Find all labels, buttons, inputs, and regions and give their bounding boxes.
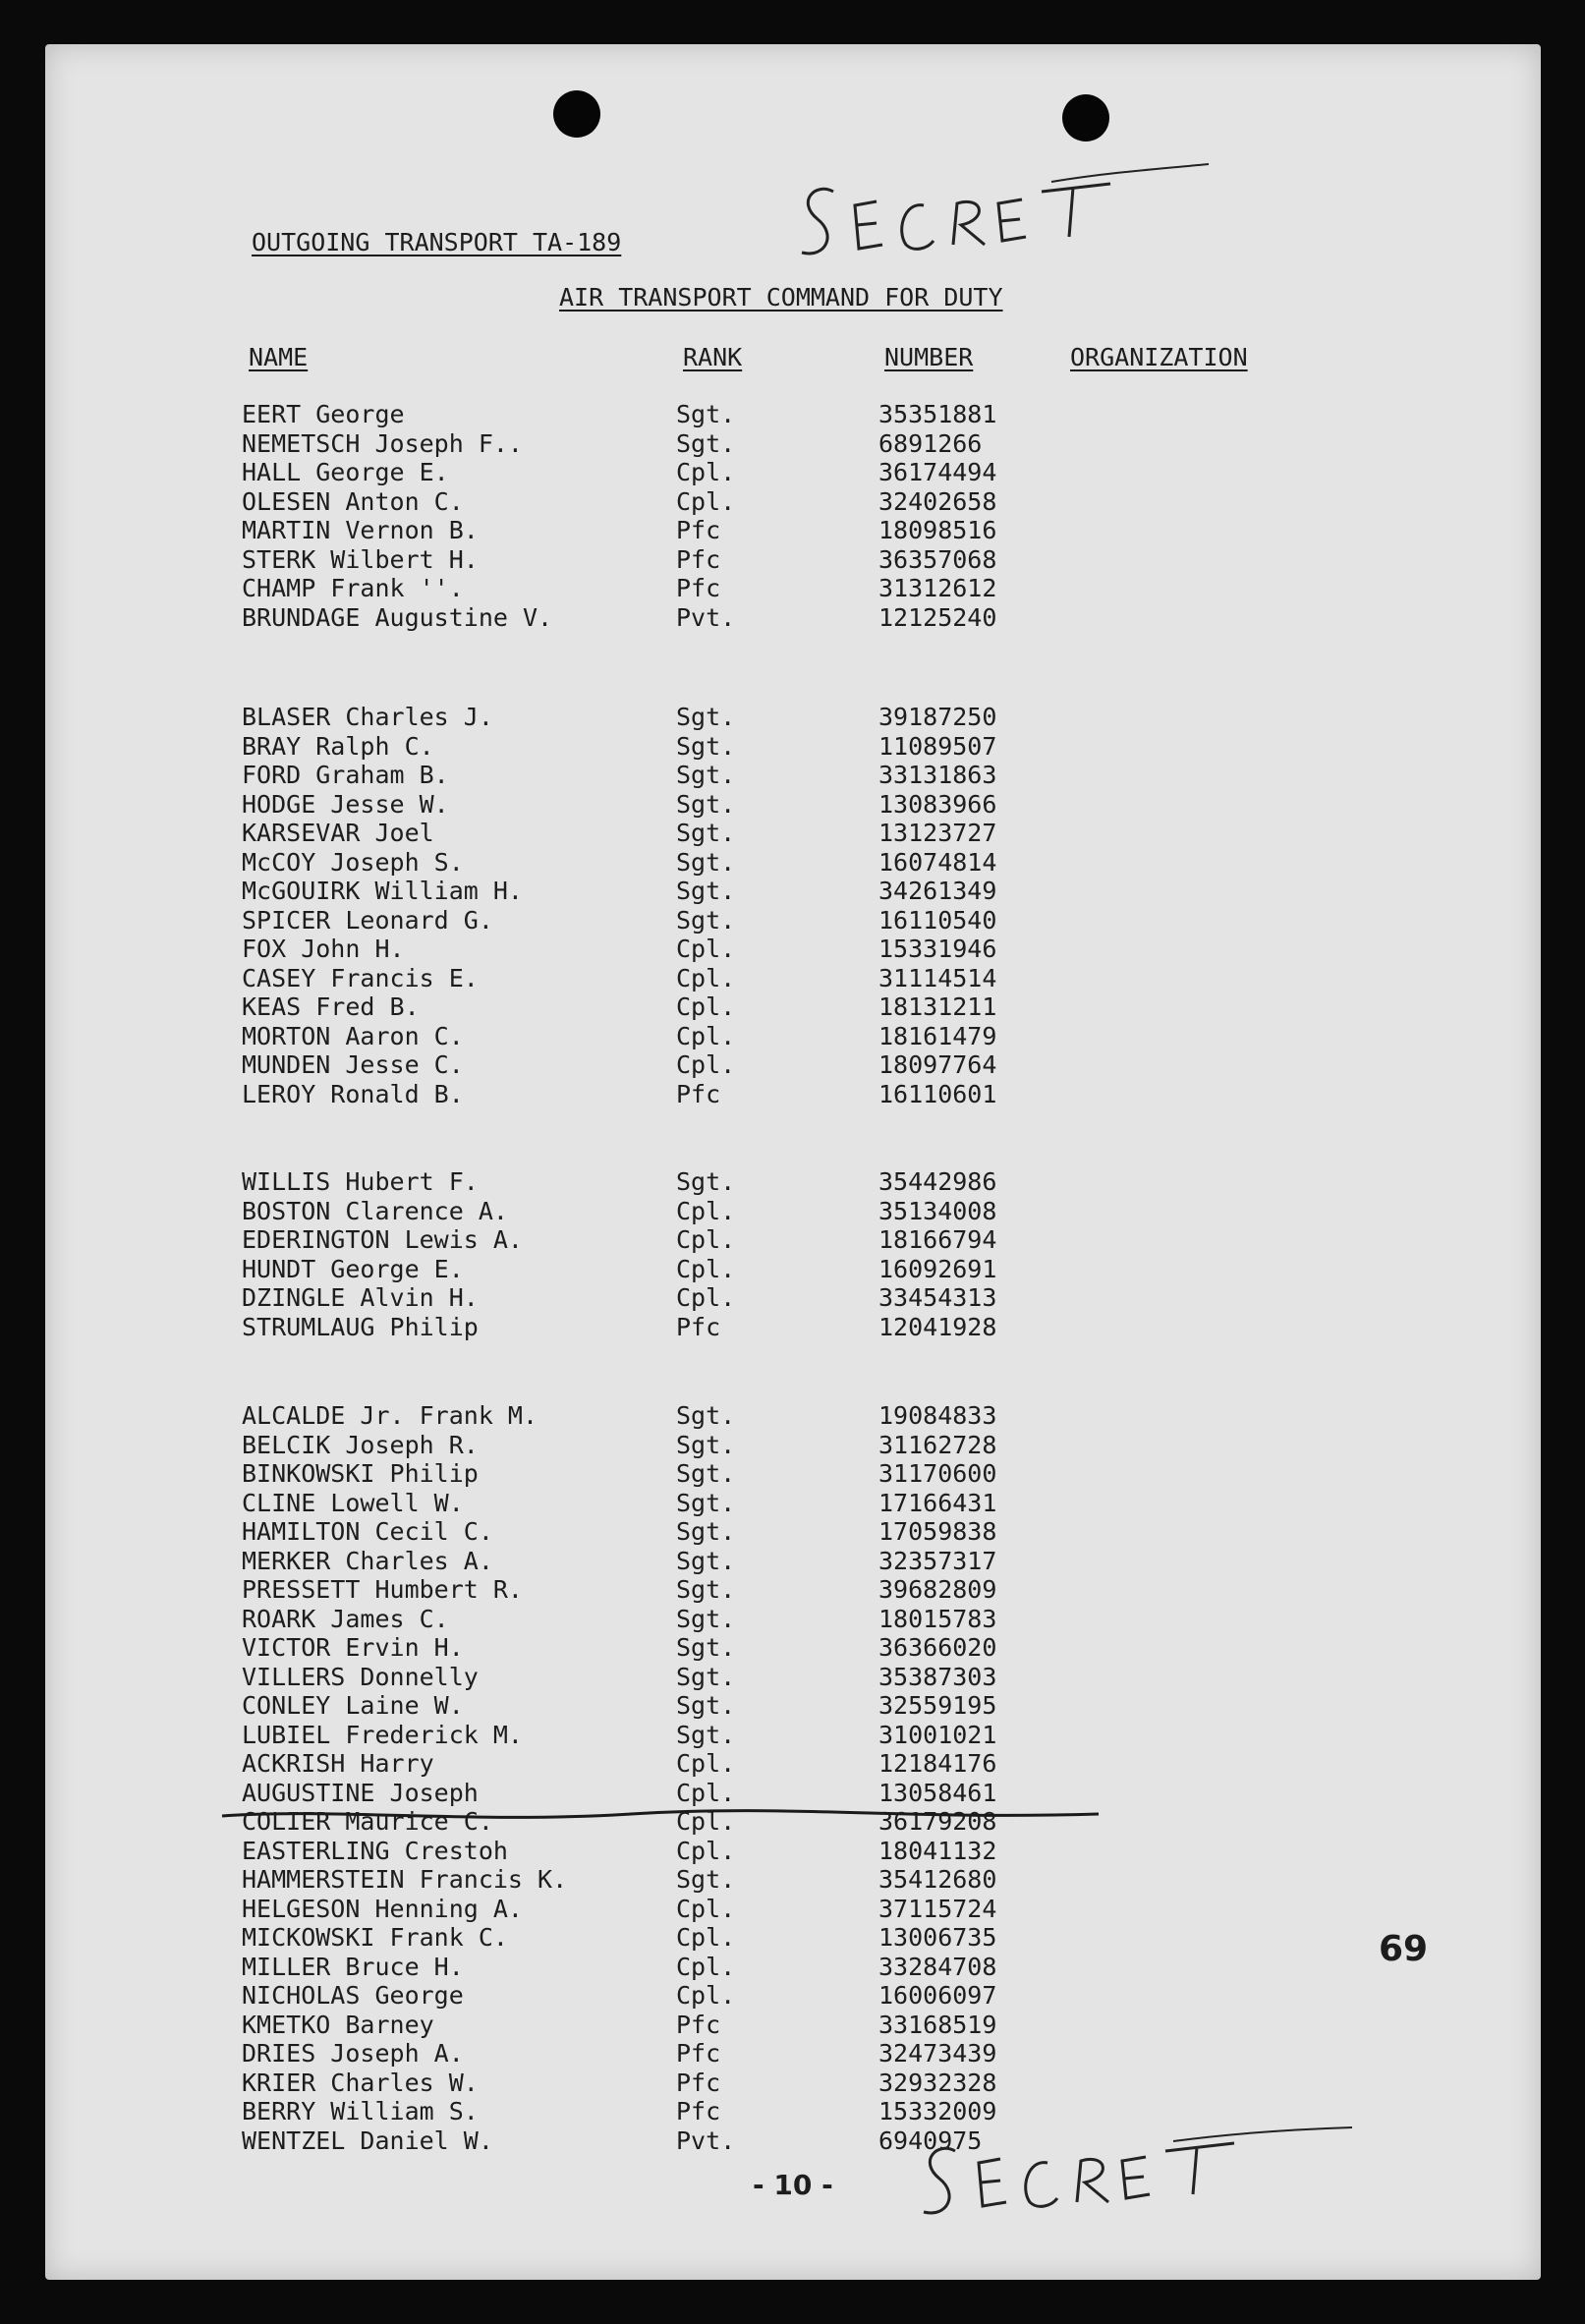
roster-row bbox=[45, 1167, 1541, 1197]
soldier-name: STRUMLAUG Philip bbox=[242, 1312, 479, 1341]
soldier-name: AUGUSTINE Joseph bbox=[242, 1778, 479, 1807]
soldier-rank: Pfc bbox=[676, 2039, 721, 2068]
soldier-name: MILLER Bruce H. bbox=[242, 1952, 464, 1981]
roster-row bbox=[45, 877, 1541, 906]
punch-hole bbox=[553, 90, 600, 138]
serial-number: 31114514 bbox=[878, 963, 997, 992]
side-page-number: 69 bbox=[1379, 1929, 1429, 1969]
soldier-name: DRIES Joseph A. bbox=[242, 2039, 464, 2068]
soldier-rank: Pfc bbox=[676, 544, 721, 574]
serial-number: 15332009 bbox=[878, 2097, 997, 2126]
soldier-rank: Sgt. bbox=[676, 1604, 736, 1633]
soldier-rank: Sgt. bbox=[676, 877, 736, 905]
soldier-name: HAMMERSTEIN Francis K. bbox=[242, 1865, 568, 1894]
roster-row bbox=[45, 1050, 1541, 1080]
soldier-rank: Pvt. bbox=[676, 602, 736, 632]
roster-row bbox=[45, 2039, 1541, 2069]
soldier-name: KEAS Fred B. bbox=[242, 992, 420, 1021]
command-title: AIR TRANSPORT COMMAND FOR DUTY bbox=[559, 283, 1003, 312]
soldier-name: HODGE Jesse W. bbox=[242, 789, 449, 819]
soldier-rank: Cpl. bbox=[676, 1254, 736, 1283]
soldier-rank: Sgt. bbox=[676, 703, 736, 731]
serial-number: 13058461 bbox=[878, 1778, 997, 1807]
soldier-rank: Cpl. bbox=[676, 1981, 736, 2010]
roster-row bbox=[45, 790, 1541, 820]
serial-number: 32357317 bbox=[878, 1546, 997, 1575]
serial-number: 31170600 bbox=[878, 1459, 997, 1488]
soldier-rank: Sgt. bbox=[676, 428, 736, 458]
serial-number: 18041132 bbox=[878, 1836, 997, 1865]
soldier-name: KMETKO Barney bbox=[242, 2010, 434, 2039]
roster-row bbox=[45, 487, 1541, 517]
roster-row bbox=[45, 1721, 1541, 1750]
soldier-name: MERKER Charles A. bbox=[242, 1546, 493, 1575]
column-header-organization: ORGANIZATION bbox=[1070, 343, 1248, 371]
soldier-rank: Cpl. bbox=[676, 1283, 736, 1312]
serial-number: 31001021 bbox=[878, 1720, 997, 1749]
serial-number: 16110540 bbox=[878, 905, 997, 935]
roster-row bbox=[45, 732, 1541, 762]
soldier-name: CLINE Lowell W. bbox=[242, 1488, 464, 1517]
roster-row bbox=[45, 992, 1541, 1022]
serial-number: 36174494 bbox=[878, 458, 997, 486]
serial-number: 12041928 bbox=[878, 1312, 997, 1341]
soldier-rank: Pfc bbox=[676, 2097, 721, 2126]
roster-row bbox=[45, 1225, 1541, 1255]
roster-row bbox=[45, 574, 1541, 603]
serial-number: 35387303 bbox=[878, 1662, 997, 1691]
serial-number: 16092691 bbox=[878, 1254, 997, 1283]
soldier-name: EDERINGTON Lewis A. bbox=[242, 1225, 523, 1254]
serial-number: 33168519 bbox=[878, 2010, 997, 2039]
soldier-rank: Sgt. bbox=[676, 1167, 736, 1196]
serial-number: 32559195 bbox=[878, 1691, 997, 1720]
soldier-name: BRUNDAGE Augustine V. bbox=[242, 602, 553, 632]
soldier-name: FOX John H. bbox=[242, 935, 405, 963]
soldier-name: NEMETSCH Joseph F.. bbox=[242, 428, 523, 458]
column-header-rank: RANK bbox=[683, 343, 743, 371]
soldier-name: ROARK James C. bbox=[242, 1604, 449, 1633]
soldier-name: McGOUIRK William H. bbox=[242, 877, 523, 905]
roster-row bbox=[45, 703, 1541, 732]
roster-row bbox=[45, 1663, 1541, 1692]
soldier-rank: Sgt. bbox=[676, 731, 736, 761]
soldier-name: VILLERS Donnelly bbox=[242, 1662, 479, 1691]
serial-number: 17166431 bbox=[878, 1488, 997, 1517]
soldier-rank: Sgt. bbox=[676, 1401, 736, 1430]
soldier-rank: Cpl. bbox=[676, 1952, 736, 1981]
roster-row bbox=[45, 2097, 1541, 2126]
serial-number: 32932328 bbox=[878, 2068, 997, 2097]
serial-number: 36366020 bbox=[878, 1633, 997, 1662]
serial-number: 34261349 bbox=[878, 877, 997, 905]
serial-number: 32402658 bbox=[878, 486, 997, 516]
roster-row bbox=[45, 1459, 1541, 1489]
roster-row bbox=[45, 2126, 1541, 2156]
soldier-rank: Cpl. bbox=[676, 963, 736, 992]
serial-number: 33454313 bbox=[878, 1283, 997, 1312]
roster-row bbox=[45, 1575, 1541, 1605]
serial-number: 33131863 bbox=[878, 761, 997, 789]
soldier-rank: Sgt. bbox=[676, 1691, 736, 1720]
soldier-rank: Cpl. bbox=[676, 935, 736, 963]
soldier-rank: Sgt. bbox=[676, 905, 736, 935]
soldier-rank: Cpl. bbox=[676, 1050, 736, 1079]
soldier-rank: Sgt. bbox=[676, 1865, 736, 1894]
soldier-rank: Sgt. bbox=[676, 1459, 736, 1488]
soldier-rank: Sgt. bbox=[676, 1662, 736, 1691]
roster-row bbox=[45, 1749, 1541, 1779]
serial-number: 18015783 bbox=[878, 1604, 997, 1633]
soldier-name: KRIER Charles W. bbox=[242, 2068, 479, 2097]
soldier-name: COLIER Maurice C. bbox=[242, 1807, 493, 1836]
soldier-rank: Cpl. bbox=[676, 992, 736, 1021]
serial-number: 16110601 bbox=[878, 1079, 997, 1108]
serial-number: 35134008 bbox=[878, 1196, 997, 1225]
soldier-rank: Sgt. bbox=[676, 761, 736, 789]
soldier-name: EASTERLING Crestoh bbox=[242, 1836, 508, 1865]
column-header-name: NAME bbox=[249, 343, 309, 371]
roster-row bbox=[45, 603, 1541, 633]
roster-row bbox=[45, 1401, 1541, 1431]
roster-row bbox=[45, 1489, 1541, 1518]
roster-row bbox=[45, 761, 1541, 790]
soldier-rank: Cpl. bbox=[676, 1196, 736, 1225]
soldier-rank: Sgt. bbox=[676, 819, 736, 847]
serial-number: 6940975 bbox=[878, 2126, 983, 2155]
serial-number: 16006097 bbox=[878, 1981, 997, 2010]
soldier-name: HELGESON Henning A. bbox=[242, 1894, 523, 1923]
roster-row bbox=[45, 400, 1541, 429]
soldier-rank: Cpl. bbox=[676, 1836, 736, 1865]
roster-row bbox=[45, 964, 1541, 993]
roster-row bbox=[45, 1283, 1541, 1313]
soldier-rank: Sgt. bbox=[676, 1488, 736, 1517]
soldier-name: WENTZEL Daniel W. bbox=[242, 2126, 493, 2155]
soldier-rank: Sgt. bbox=[676, 400, 736, 428]
serial-number: 18097764 bbox=[878, 1050, 997, 1079]
soldier-name: NICHOLAS George bbox=[242, 1981, 464, 2010]
roster-row bbox=[45, 1633, 1541, 1663]
punch-hole bbox=[1062, 94, 1109, 142]
soldier-rank: Pfc bbox=[676, 1312, 721, 1341]
roster-row bbox=[45, 935, 1541, 964]
page-number: - 10 - bbox=[753, 2169, 833, 2201]
roster-row bbox=[45, 1895, 1541, 1924]
soldier-name: BLASER Charles J. bbox=[242, 703, 493, 731]
soldier-name: STERK Wilbert H. bbox=[242, 544, 479, 574]
serial-number: 36179208 bbox=[878, 1807, 997, 1836]
roster-row bbox=[45, 1837, 1541, 1866]
roster-row bbox=[45, 2011, 1541, 2040]
soldier-name: LUBIEL Frederick M. bbox=[242, 1720, 523, 1749]
roster-row bbox=[45, 1197, 1541, 1226]
soldier-rank: Sgt. bbox=[676, 1575, 736, 1604]
serial-number: 18131211 bbox=[878, 992, 997, 1021]
serial-number: 12125240 bbox=[878, 602, 997, 632]
serial-number: 16074814 bbox=[878, 847, 997, 877]
soldier-rank: Cpl. bbox=[676, 1923, 736, 1952]
serial-number: 12184176 bbox=[878, 1749, 997, 1778]
soldier-name: FORD Graham B. bbox=[242, 761, 449, 789]
serial-number: 18161479 bbox=[878, 1021, 997, 1050]
soldier-name: LEROY Ronald B. bbox=[242, 1079, 464, 1108]
soldier-rank: Sgt. bbox=[676, 789, 736, 819]
soldier-rank: Sgt. bbox=[676, 1517, 736, 1546]
soldier-name: BRAY Ralph C. bbox=[242, 731, 434, 761]
roster-row bbox=[45, 1605, 1541, 1634]
serial-number: 39682809 bbox=[878, 1575, 997, 1604]
serial-number: 13123727 bbox=[878, 819, 997, 847]
soldier-name: OLESEN Anton C. bbox=[242, 486, 464, 516]
soldier-name: EERT George bbox=[242, 400, 405, 428]
roster-row bbox=[45, 819, 1541, 848]
soldier-name: HAMILTON Cecil C. bbox=[242, 1517, 493, 1546]
soldier-rank: Pfc bbox=[676, 516, 721, 544]
serial-number: 35412680 bbox=[878, 1865, 997, 1894]
soldier-name: BINKOWSKI Philip bbox=[242, 1459, 479, 1488]
soldier-rank: Sgt. bbox=[676, 1430, 736, 1459]
soldier-name: ALCALDE Jr. Frank M. bbox=[242, 1401, 538, 1430]
roster-row bbox=[45, 906, 1541, 935]
serial-number: 6891266 bbox=[878, 428, 983, 458]
serial-number: 35351881 bbox=[878, 400, 997, 428]
soldier-rank: Cpl. bbox=[676, 1021, 736, 1050]
soldier-rank: Cpl. bbox=[676, 1894, 736, 1923]
serial-number: 13006735 bbox=[878, 1923, 997, 1952]
soldier-rank: Pvt. bbox=[676, 2126, 736, 2155]
secret-stamp bbox=[757, 162, 1218, 280]
serial-number: 33284708 bbox=[878, 1952, 997, 1981]
serial-number: 17059838 bbox=[878, 1517, 997, 1546]
roster-row bbox=[45, 1953, 1541, 1982]
soldier-name: MORTON Aaron C. bbox=[242, 1021, 464, 1050]
soldier-name: DZINGLE Alvin H. bbox=[242, 1283, 479, 1312]
soldier-rank: Cpl. bbox=[676, 486, 736, 516]
serial-number: 39187250 bbox=[878, 703, 997, 731]
roster-row bbox=[45, 1981, 1541, 2011]
soldier-rank: Sgt. bbox=[676, 1633, 736, 1662]
soldier-rank: Pfc bbox=[676, 574, 721, 602]
serial-number: 13083966 bbox=[878, 789, 997, 819]
soldier-name: BELCIK Joseph R. bbox=[242, 1430, 479, 1459]
roster-row bbox=[45, 1865, 1541, 1895]
roster-row bbox=[45, 1022, 1541, 1051]
soldier-name: KARSEVAR Joel bbox=[242, 819, 434, 847]
transport-title: OUTGOING TRANSPORT TA-189 bbox=[252, 228, 622, 256]
roster-row bbox=[45, 1517, 1541, 1547]
soldier-rank: Sgt. bbox=[676, 847, 736, 877]
soldier-rank: Sgt. bbox=[676, 1546, 736, 1575]
serial-number: 36357068 bbox=[878, 544, 997, 574]
soldier-name: MICKOWSKI Frank C. bbox=[242, 1923, 508, 1952]
soldier-name: CASEY Francis E. bbox=[242, 963, 479, 992]
roster-row bbox=[45, 1313, 1541, 1342]
soldier-rank: Cpl. bbox=[676, 1807, 736, 1836]
roster-row bbox=[45, 1691, 1541, 1721]
roster-row bbox=[45, 1779, 1541, 1808]
soldier-rank: Pfc bbox=[676, 2010, 721, 2039]
serial-number: 15331946 bbox=[878, 935, 997, 963]
serial-number: 18166794 bbox=[878, 1225, 997, 1254]
serial-number: 31312612 bbox=[878, 574, 997, 602]
serial-number: 19084833 bbox=[878, 1401, 997, 1430]
document-page bbox=[45, 44, 1541, 2280]
roster-row bbox=[45, 516, 1541, 545]
serial-number: 31162728 bbox=[878, 1430, 997, 1459]
roster-row bbox=[45, 848, 1541, 878]
soldier-name: CONLEY Laine W. bbox=[242, 1691, 464, 1720]
roster-row bbox=[45, 545, 1541, 575]
column-header-number: NUMBER bbox=[884, 343, 974, 371]
roster-row bbox=[45, 1807, 1541, 1837]
soldier-rank: Cpl. bbox=[676, 1778, 736, 1807]
soldier-name: HALL George E. bbox=[242, 458, 449, 486]
serial-number: 18098516 bbox=[878, 516, 997, 544]
soldier-name: McCOY Joseph S. bbox=[242, 847, 464, 877]
soldier-name: BOSTON Clarence A. bbox=[242, 1196, 508, 1225]
roster-row bbox=[45, 1547, 1541, 1576]
soldier-name: BERRY William S. bbox=[242, 2097, 479, 2126]
serial-number: 35442986 bbox=[878, 1167, 997, 1196]
soldier-name: VICTOR Ervin H. bbox=[242, 1633, 464, 1662]
soldier-rank: Cpl. bbox=[676, 458, 736, 486]
soldier-name: PRESSETT Humbert R. bbox=[242, 1575, 523, 1604]
roster-row bbox=[45, 1255, 1541, 1284]
roster-row bbox=[45, 458, 1541, 487]
serial-number: 37115724 bbox=[878, 1894, 997, 1923]
soldier-rank: Cpl. bbox=[676, 1749, 736, 1778]
soldier-rank: Pfc bbox=[676, 2068, 721, 2097]
soldier-name: WILLIS Hubert F. bbox=[242, 1167, 479, 1196]
serial-number: 11089507 bbox=[878, 731, 997, 761]
soldier-name: SPICER Leonard G. bbox=[242, 905, 493, 935]
soldier-name: MARTIN Vernon B. bbox=[242, 516, 479, 544]
soldier-name: ACKRISH Harry bbox=[242, 1749, 434, 1778]
soldier-name: HUNDT George E. bbox=[242, 1254, 464, 1283]
soldier-rank: Pfc bbox=[676, 1079, 721, 1108]
roster-row bbox=[45, 1080, 1541, 1109]
roster-row bbox=[45, 429, 1541, 459]
serial-number: 32473439 bbox=[878, 2039, 997, 2068]
soldier-rank: Cpl. bbox=[676, 1225, 736, 1254]
soldier-name: MUNDEN Jesse C. bbox=[242, 1050, 464, 1079]
roster-row bbox=[45, 1431, 1541, 1460]
roster-row bbox=[45, 2069, 1541, 2098]
soldier-name: CHAMP Frank ''. bbox=[242, 574, 464, 602]
roster-row bbox=[45, 1923, 1541, 1953]
soldier-rank: Sgt. bbox=[676, 1720, 736, 1749]
